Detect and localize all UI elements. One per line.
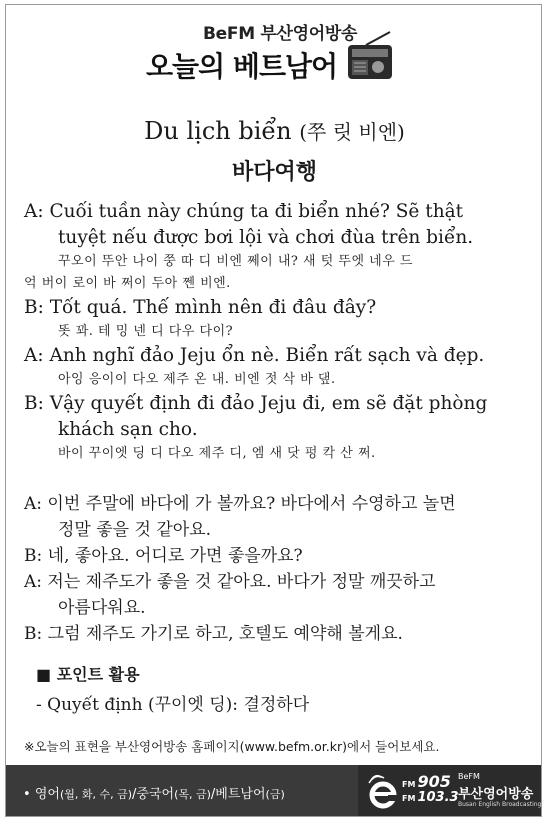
title-korean: 바다여행 xyxy=(231,159,317,185)
dialogue-line xyxy=(24,343,536,391)
dialogue-text: khách sạn cho. xyxy=(58,419,198,440)
dialogue-text: B: 그럼 제주도 가기로 하고, 호텔도 예약해 볼게요. xyxy=(24,624,403,644)
dialogue-text: A: 이번 주말에 바다에 가 볼까요? 바다에서 수영하고 놀면 xyxy=(24,494,456,514)
dialogue-text: A: 저는 제주도가 좋을 것 같아요. 바다가 정말 깨끗하고 xyxy=(24,572,436,592)
point-body: - Quyết định (꾸이엣 딩): 결정하다 xyxy=(36,695,310,715)
dialogue-line xyxy=(24,295,536,343)
point-heading: ■ 포인트 활용 xyxy=(36,665,140,684)
pronunciation: 똣 꽈. 테 밍 넨 디 다우 다이? xyxy=(58,324,234,339)
dialogue-text: 아름다워요. xyxy=(58,598,146,618)
column-title: 오늘의 베트남어 xyxy=(146,50,338,83)
dialogue-text: A: Anh nghĩ đảo Jeju ổn nè. Biển rất sạch và đẹp. xyxy=(24,345,485,366)
website-note: ※오늘의 표현을 부산영어방송 홈페이지(www.befm.or.kr)에서 들어보세요. xyxy=(24,739,440,754)
dialogue-vietnamese xyxy=(24,199,536,465)
pronunciation: 바이 꾸이엣 딩 디 다오 제주 디, 엠 새 닷 펑 칵 산 쩌. xyxy=(58,446,376,461)
pronunciation: 아잉 응이이 다오 제주 온 내. 비엔 젓 삭 바 댚. xyxy=(58,372,336,387)
frequency-secondary: FM 103.3 xyxy=(402,790,459,805)
dialogue-text: tuyệt nếu được bơi lội và chơi đùa trên biển. xyxy=(58,227,474,248)
station-logo xyxy=(358,765,541,816)
lesson-title xyxy=(6,116,543,145)
dialogue-text: B: 네, 좋아요. 어디로 가면 좋을까요? xyxy=(24,546,303,566)
broadcast-schedule: • 영어(월, 화, 수, 금)/중국어(목, 금)/베트남어(금) xyxy=(23,787,285,802)
radio-icon xyxy=(346,31,394,81)
brand-english: Busan English Broadcasting xyxy=(458,801,542,808)
dialogue-korean xyxy=(24,491,536,647)
header xyxy=(6,5,543,95)
e-logo-icon xyxy=(366,773,400,809)
title-pronunciation: (쭈 릿 비엔) xyxy=(299,120,405,144)
dialogue-line xyxy=(24,391,536,465)
brand-name: 부산영어방송 xyxy=(458,787,534,802)
dialogue-text: B: Vậy quyết định đi đảo Jeju đi, em sẽ đặt phòng xyxy=(24,393,488,414)
footer-bar xyxy=(6,765,541,816)
sub-brand: BeFM 부산영어방송 xyxy=(203,24,358,44)
brand-small: BeFM xyxy=(458,772,480,781)
dialogue-line xyxy=(24,199,536,295)
frequency-primary: FM 905 xyxy=(402,772,451,791)
pronunciation: 꾸오이 뚜안 나이 쭝 따 디 비엔 쩨이 내? 새 텃 뚜엣 네우 드 xyxy=(58,254,413,269)
pronunciation: 억 버이 로이 바 쩌이 두아 쩬 비엔. xyxy=(24,276,231,291)
dialogue-text: A: Cuối tuần này chúng ta đi biển nhé? Sẽ thật xyxy=(24,201,464,222)
title-vietnamese: Du lịch biển xyxy=(144,117,292,145)
article-frame xyxy=(5,4,542,817)
dialogue-text: 정말 좋을 것 같아요. xyxy=(58,520,211,540)
dialogue-text: B: Tốt quá. Thế mình nên đi đâu đây? xyxy=(24,297,377,318)
